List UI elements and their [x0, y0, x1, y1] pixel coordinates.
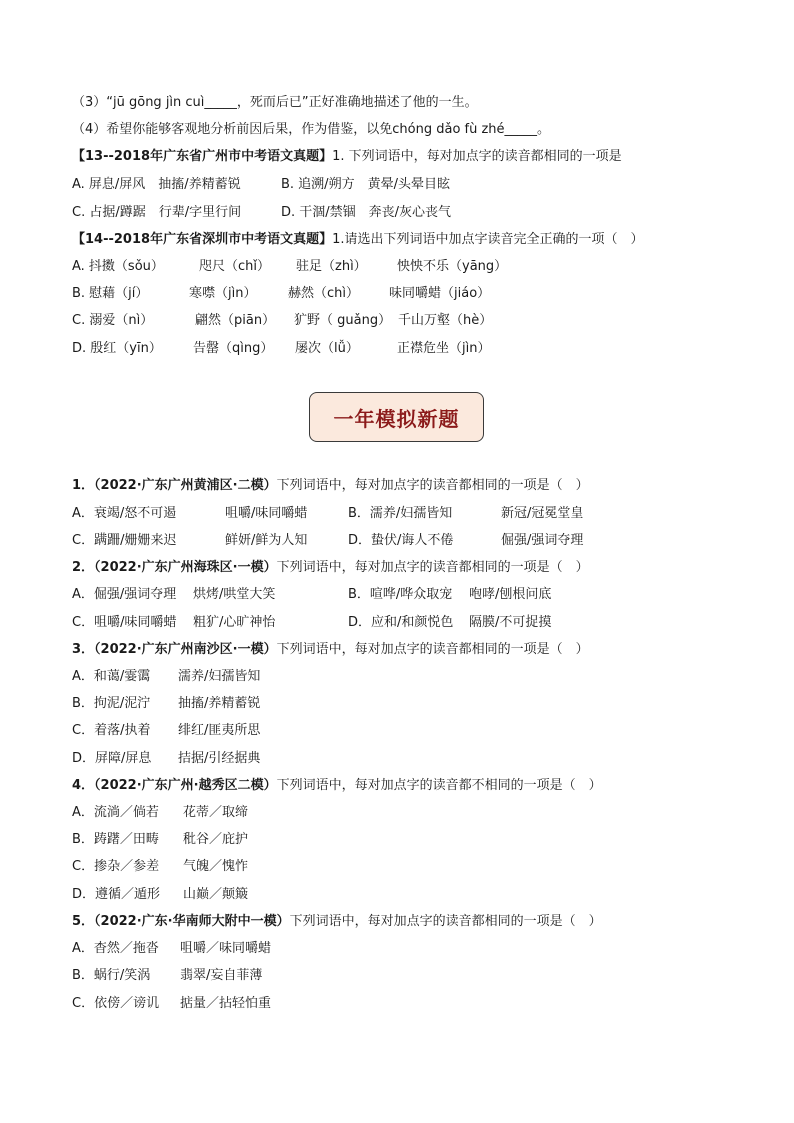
- option-b: B. 追溯/朔方 黄晕/头晕目眩: [281, 177, 450, 192]
- fill-in-item-3: （3）“jū gōng jìn cuì_____，死而后已”正好准确地描述了他的一生。: [72, 95, 478, 110]
- option-cell: A．杳然／拖沓: [72, 941, 159, 956]
- option-cell: D．蛰伏/诲人不倦: [348, 533, 454, 548]
- mock-question-3: [72, 640, 589, 660]
- question-stem: 1. 下列词语中，每对加点字的读音都相同的一项是: [332, 149, 622, 164]
- option-cell: 濡养/妇孺皆知: [178, 669, 261, 684]
- option-cell: A．衰竭/怒不可遏: [72, 506, 177, 521]
- question-number: 2．: [72, 560, 95, 575]
- option-cell: C．依傍／谤讥: [72, 996, 160, 1011]
- option-cell: 花蒂／取缔: [183, 805, 249, 820]
- question-source: （2022·广东广州黄浦区·二模）: [94, 478, 277, 493]
- option-cell: 山巅／颠簸: [183, 887, 249, 902]
- option-cell: 寒噤（jìn）: [189, 286, 257, 301]
- option-cell: 新冠/冠冕堂皇: [501, 506, 584, 521]
- question-stem: 下列词语中，每对加点字的读音都相同的一项是（ ）: [289, 914, 602, 929]
- question-source: （2022·广东广州海珠区·一模）: [94, 560, 277, 575]
- option-cell: 烘烤/哄堂大笑: [193, 587, 276, 602]
- mock-question-1: [72, 476, 589, 496]
- mock-question-5: [72, 912, 602, 932]
- option-cell: A．和蔼/霎霭: [72, 669, 151, 684]
- option-cell: 怏怏不乐（yāng）: [397, 259, 508, 274]
- question-stem: 下列词语中，每对加点字的读音都相同的一项是（ ）: [276, 560, 589, 575]
- option-cell: 翡翠/妄自菲薄: [180, 968, 263, 983]
- exam-question-13: [72, 147, 622, 167]
- question-source: （2022·广东·华南师大附中一模）: [94, 914, 290, 929]
- option-cell: 犷野（ guǎng）: [294, 313, 392, 328]
- question-number: 5．: [72, 914, 95, 929]
- section-title-banner: 一年模拟新题: [309, 392, 484, 442]
- option-cell: B．濡养/妇孺皆知: [348, 506, 453, 521]
- option-cell: D．遵循／遁形: [72, 887, 161, 902]
- option-cell: C．咀嚼/味同嚼蜡: [72, 615, 177, 630]
- question-number: 4．: [72, 778, 95, 793]
- option-cell: A．倔强/强词夺理: [72, 587, 177, 602]
- option-cell: C. 溺爱（nì）: [72, 313, 154, 328]
- question-number: 1．: [72, 478, 95, 493]
- option-cell: C．掺杂／参差: [72, 859, 160, 874]
- question-source: 【13--2018年广东省广州市中考语文真题】: [72, 149, 333, 164]
- option-cell: 味同嚼蜡（jiáo）: [389, 286, 491, 301]
- option-cell: B．喧哗/哗众取宠: [348, 587, 453, 602]
- mock-question-4: [72, 776, 602, 796]
- option-cell: C．蹒跚/姗姗来迟: [72, 533, 177, 548]
- option-cell: 告罄（qìng）: [193, 341, 274, 356]
- question-stem: 下列词语中，每对加点字的读音都相同的一项是（ ）: [276, 642, 589, 657]
- option-cell: 屡次（lǚ）: [295, 341, 359, 356]
- option-cell: 咀嚼/味同嚼蜡: [225, 506, 308, 521]
- option-cell: 秕谷／庇护: [183, 832, 249, 847]
- option-cell: 抽搐/养精蓄锐: [178, 696, 261, 711]
- option-a: A. 屏息/屏风 抽搐/养精蓄锐: [72, 177, 241, 192]
- option-cell: 粗犷/心旷神怡: [193, 615, 276, 630]
- question-stem: 1.请选出下列词语中加点字读音完全正确的一项（ ）: [332, 232, 644, 247]
- option-cell: A. 抖擞（sǒu）: [72, 259, 164, 274]
- option-cell: 驻足（zhì）: [296, 259, 367, 274]
- option-cell: B．蜗行/笑涡: [72, 968, 151, 983]
- option-cell: D. 殷红（yīn）: [72, 341, 162, 356]
- question-stem: 下列词语中，每对加点字的读音都不相同的一项是（ ）: [276, 778, 602, 793]
- option-cell: 赫然（chì）: [288, 286, 359, 301]
- option-cell: 掂量／拈轻怕重: [180, 996, 272, 1011]
- option-cell: B．踌躇／田畴: [72, 832, 159, 847]
- option-cell: 翩然（piān）: [195, 313, 276, 328]
- mock-question-2: [72, 558, 589, 578]
- option-cell: B. 慰藉（jí）: [72, 286, 149, 301]
- option-cell: B．拘泥/泥泞: [72, 696, 151, 711]
- option-cell: D．屏障/屏息: [72, 751, 152, 766]
- option-cell: 正襟危坐（jìn）: [397, 341, 491, 356]
- question-source: （2022·广东广州·越秀区二模）: [94, 778, 277, 793]
- option-c: C. 占据/蹲踞 行辈/字里行间: [72, 205, 242, 220]
- option-cell: 拮据/引经据典: [178, 751, 261, 766]
- question-stem: 下列词语中，每对加点字的读音都相同的一项是（ ）: [276, 478, 589, 493]
- option-d: D. 干涸/禁锢 奔丧/灰心丧气: [281, 205, 452, 220]
- option-cell: 气魄／愧怍: [183, 859, 249, 874]
- option-cell: D．应和/和颜悦色: [348, 615, 454, 630]
- option-cell: A．流淌／倘若: [72, 805, 159, 820]
- option-cell: 鲜妍/鲜为人知: [225, 533, 308, 548]
- option-cell: 咀嚼／味同嚼蜡: [180, 941, 272, 956]
- option-cell: 绯红/匪夷所思: [178, 723, 261, 738]
- question-source: （2022·广东广州南沙区·一模）: [94, 642, 277, 657]
- option-cell: 隔膜/不可捉摸: [469, 615, 552, 630]
- option-cell: 咆哮/刨根问底: [469, 587, 552, 602]
- option-cell: 咫尺（chǐ）: [199, 259, 270, 274]
- exam-question-14: [72, 230, 643, 250]
- question-source: 【14--2018年广东省深圳市中考语文真题】: [72, 232, 333, 247]
- fill-in-item-4: （4）希望你能够客观地分析前因后果，作为借鉴，以免chóng dǎo fù zhé_____。: [72, 122, 551, 137]
- question-number: 3．: [72, 642, 95, 657]
- option-cell: 千山万壑（hè）: [398, 313, 493, 328]
- option-cell: 倔强/强词夺理: [501, 533, 584, 548]
- option-cell: C．着落/执着: [72, 723, 151, 738]
